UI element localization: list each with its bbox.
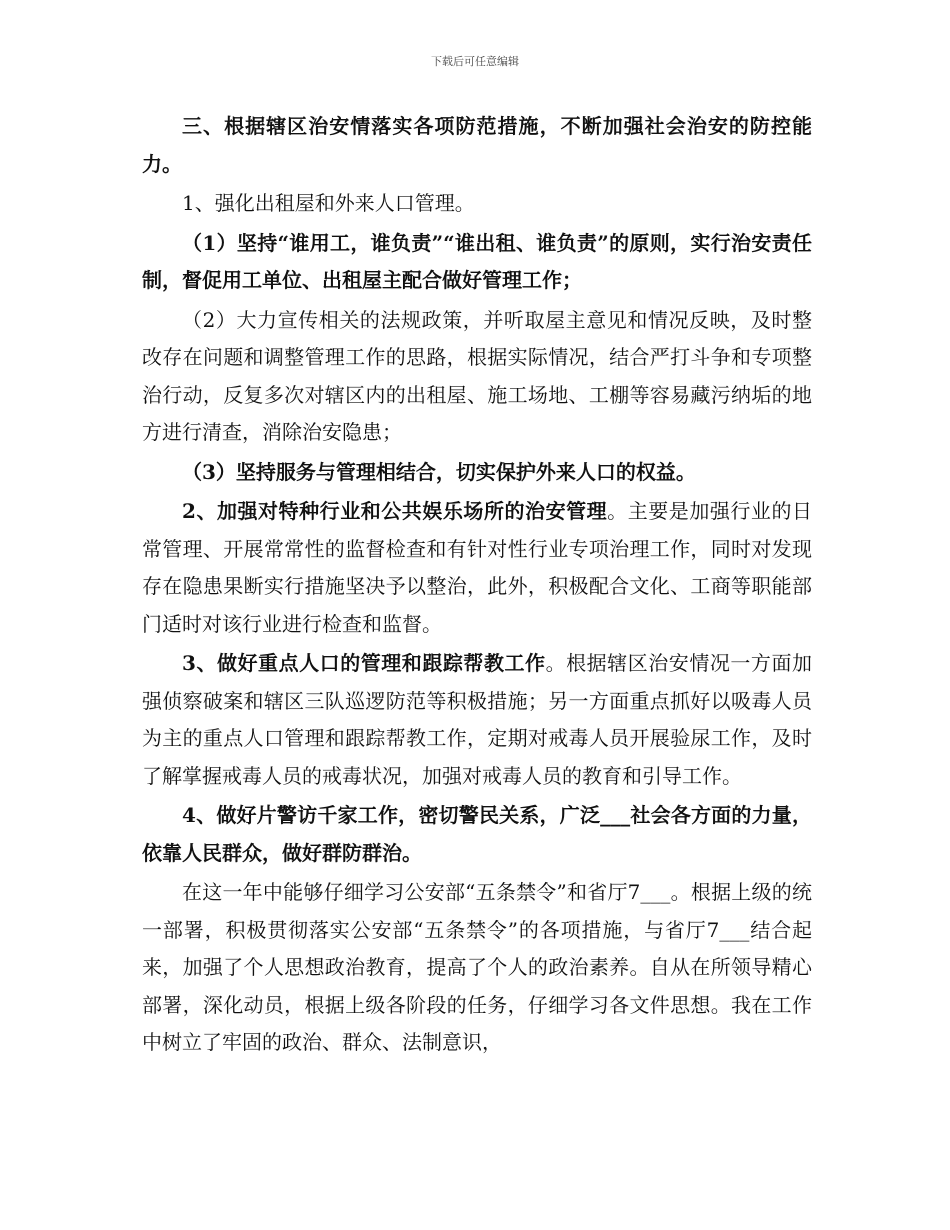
paragraph-bold-text: （1）坚持“谁用工，谁负责”“谁出租、谁负责”的原则，实行治安责任制，督促用工单位、出租屋主配合做好管理工作； xyxy=(142,230,812,292)
paragraph-text: 1、强化出租屋和外来人口管理。 xyxy=(182,191,475,215)
paragraph-text: 在这一年中能够仔细学习公安部“五条禁令”和省厅7___。根据上级的统一部署，积极贯彻落实公安部“五条禁令”的各项措施，与省厅7___结合起来，加强了个人思想政治教育，提高了个人的政治素养。自从在所领导精心部署，深化动员，根据上级各阶段的任务，仔细学习各文件思想。我在工作中树立了牢固的政治、群众、法制意识， xyxy=(142,880,812,1054)
page-header: 下载后可任意编辑 xyxy=(431,55,519,68)
paragraph-bold-text: （3）坚持服务与管理相结合，切实保护外来人口的权益。 xyxy=(182,459,696,484)
subsection-3 xyxy=(142,645,812,795)
paragraph-bold-text: 4、做好片警访千家工作，密切警民关系，广泛___社会各方面的力量，依靠人民群众，做好群防群治。 xyxy=(142,803,812,865)
item-2 xyxy=(142,302,812,452)
subsection-4 xyxy=(142,797,812,872)
paragraph-text: 。主要是加强行业的日常管理、开展常常性的监督检查和有针对性行业专项治理工作，同时对发现存在隐患果断实行措施坚决予以整治，此外，积极配合文化、工商等职能部门适时对该行业进行检查和监督。 xyxy=(142,499,812,636)
section-heading-3 xyxy=(142,108,812,183)
item-3 xyxy=(142,454,812,492)
paragraph-bold-text: 3、做好重点人口的管理和跟踪帮教工作 xyxy=(182,651,546,675)
paragraph-text: （2）大力宣传相关的法规政策，并听取屋主意见和情况反映，及时整改存在问题和调整管理工作的思路，根据实际情况，结合严打斗争和专项整治行动，反复多次对辖区内的出租屋、施工场地、工棚等容易藏污纳垢的地方进行清查，消除治安隐患； xyxy=(142,307,812,444)
paragraph-bold-text: 三、根据辖区治安情落实各项防范措施，不断加强社会治安的防控能力。 xyxy=(142,114,812,176)
paragraph-bold-text: 2、加强对特种行业和公共娱乐场所的治安管理 xyxy=(182,499,608,523)
item-1 xyxy=(142,225,812,300)
body-paragraph xyxy=(142,874,812,1062)
subsection-heading-1 xyxy=(142,185,812,223)
paragraph-text: 。根据辖区治安情况一方面加强侦察破案和辖区三队巡逻防范等积极措施；另一方面重点抓好以吸毒人员为主的重点人口管理和跟踪帮教工作，定期对戒毒人员开展验尿工作，及时了解掌握戒毒人员的戒毒状况，加强对戒毒人员的教育和引导工作。 xyxy=(142,651,813,788)
document-body xyxy=(142,108,812,1064)
subsection-2 xyxy=(142,493,812,643)
